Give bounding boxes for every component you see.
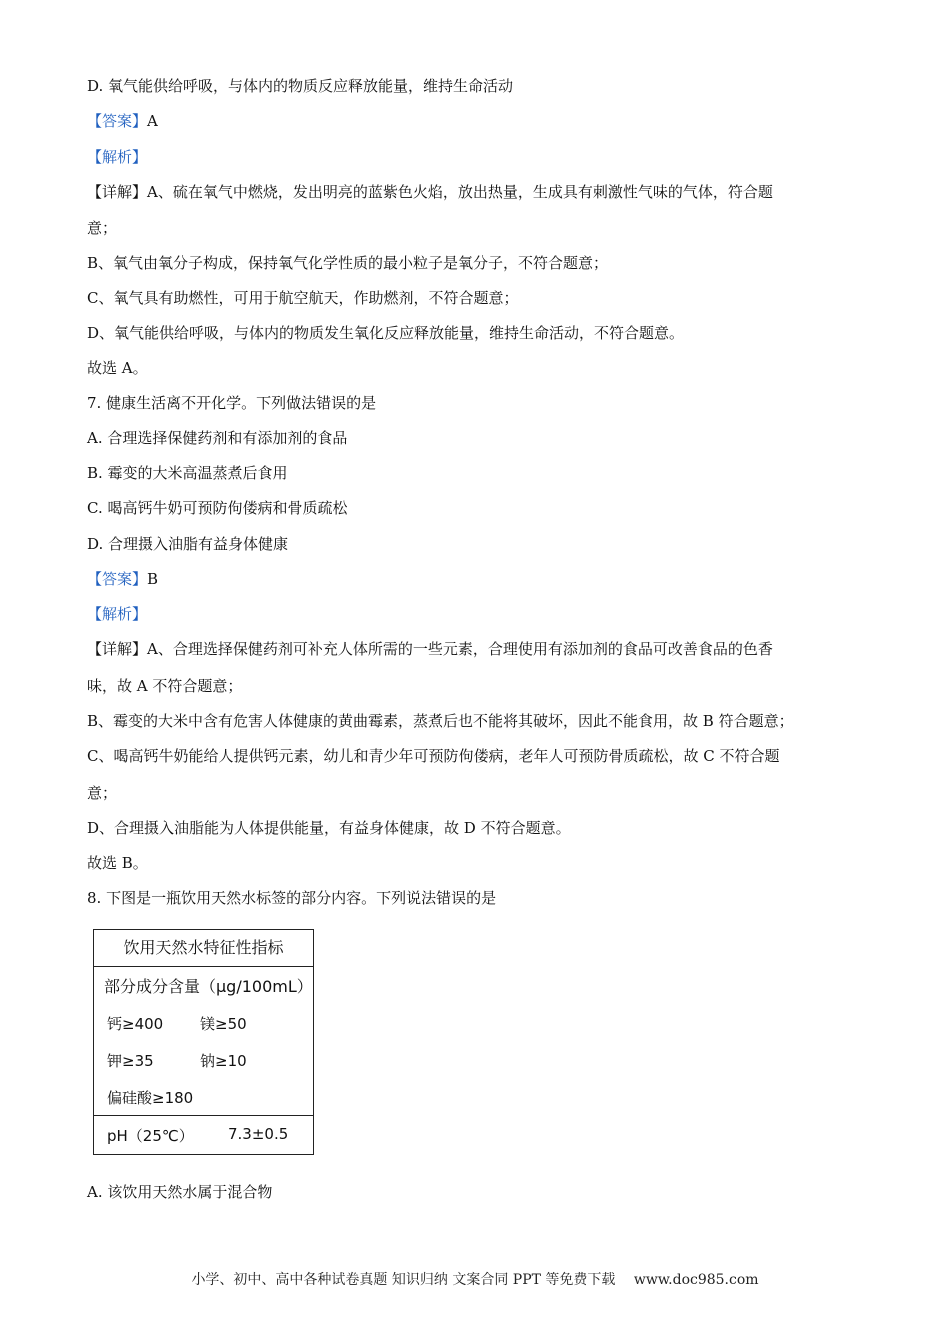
q6-detail-c: C、氧气具有助燃性，可用于航空航天，作助燃剂，不符合题意； <box>87 289 519 307</box>
q6-option-d: D. 氧气能供给呼吸，与体内的物质反应释放能量，维持生命活动 <box>87 77 514 95</box>
answer-value: B <box>147 570 159 588</box>
q7-detail-c-line-1: C、喝高钙牛奶能给人提供钙元素，幼儿和青少年可预防佝偻病，老年人可预防骨质疏松，故 C 不符合题 <box>87 747 780 765</box>
q6-detail-line-1: 【详解】A、硫在氧气中燃烧，发出明亮的蓝紫色火焰，放出热量，生成具有刺激性气味的气体，符合题 <box>87 183 773 201</box>
q8-option-a: A. 该饮用天然水属于混合物 <box>87 1183 273 1201</box>
label-magnesium: 镁≥50 <box>200 1015 247 1033</box>
q6-detail-line-2: 意； <box>87 219 118 237</box>
q7-option-a: A. 合理选择保健药剂和有添加剂的食品 <box>87 429 348 447</box>
answer-value: A <box>147 112 158 130</box>
q8-stem: 8. 下图是一瓶饮用天然水标签的部分内容。下列说法错误的是 <box>87 889 497 907</box>
answer-tag: 【答案】 <box>87 570 148 588</box>
q7-detail-d: D、合理摄入油脂能为人体提供能量，有益身体健康，故 D 不符合题意。 <box>87 819 571 837</box>
label-sodium: 钠≥10 <box>200 1052 247 1070</box>
page-footer: 小学、初中、高中各种试卷真题 知识归纳 文案合同 PPT 等免费下载 www.doc985.com <box>191 1272 759 1288</box>
q7-detail-b: B、霉变的大米中含有危害人体健康的黄曲霉素，蒸煮后也不能将其破坏，因此不能食用，故 B 符合题意； <box>87 712 794 730</box>
label-divider <box>94 1115 313 1116</box>
q7-detail-line-1: 【详解】A、合理选择保健药剂可补充人体所需的一些元素，合理使用有添加剂的食品可改善食品的色香 <box>87 640 773 658</box>
q6-answer <box>87 111 158 131</box>
q7-stem: 7. 健康生活离不开化学。下列做法错误的是 <box>87 394 377 412</box>
q7-option-c: C. 喝高钙牛奶可预防佝偻病和骨质疏松 <box>87 499 348 517</box>
q6-detail-d: D、氧气能供给呼吸，与体内的物质发生氧化反应释放能量，维持生命活动，不符合题意。 <box>87 324 685 342</box>
q7-option-b: B. 霉变的大米高温蒸煮后食用 <box>87 464 288 482</box>
q7-answer <box>87 569 158 589</box>
q6-conclusion: 故选 A。 <box>87 359 148 377</box>
label-ph-value: 7.3±0.5 <box>228 1125 289 1143</box>
q7-option-d: D. 合理摄入油脂有益身体健康 <box>87 535 289 553</box>
water-label <box>93 929 314 1155</box>
label-ph: pH（25℃） <box>107 1127 194 1145</box>
q7-analysis-tag: 【解析】 <box>87 605 148 623</box>
label-subtitle: 部分成分含量（μg/100mL） <box>104 977 313 996</box>
q6-detail-b: B、氧气由氧分子构成，保持氧气化学性质的最小粒子是氧分子，不符合题意； <box>87 254 609 272</box>
label-calcium: 钙≥400 <box>107 1015 164 1033</box>
answer-tag: 【答案】 <box>87 112 148 130</box>
q7-detail-c-line-2: 意； <box>87 784 118 802</box>
label-metasilicic-acid: 偏硅酸≥180 <box>107 1089 194 1107</box>
q6-analysis-tag: 【解析】 <box>87 148 148 166</box>
label-title: 饮用天然水特征性指标 <box>94 930 313 967</box>
q7-detail-line-2: 味，故 A 不符合题意； <box>87 677 243 695</box>
q7-conclusion: 故选 B。 <box>87 854 148 872</box>
label-potassium: 钾≥35 <box>107 1052 154 1070</box>
